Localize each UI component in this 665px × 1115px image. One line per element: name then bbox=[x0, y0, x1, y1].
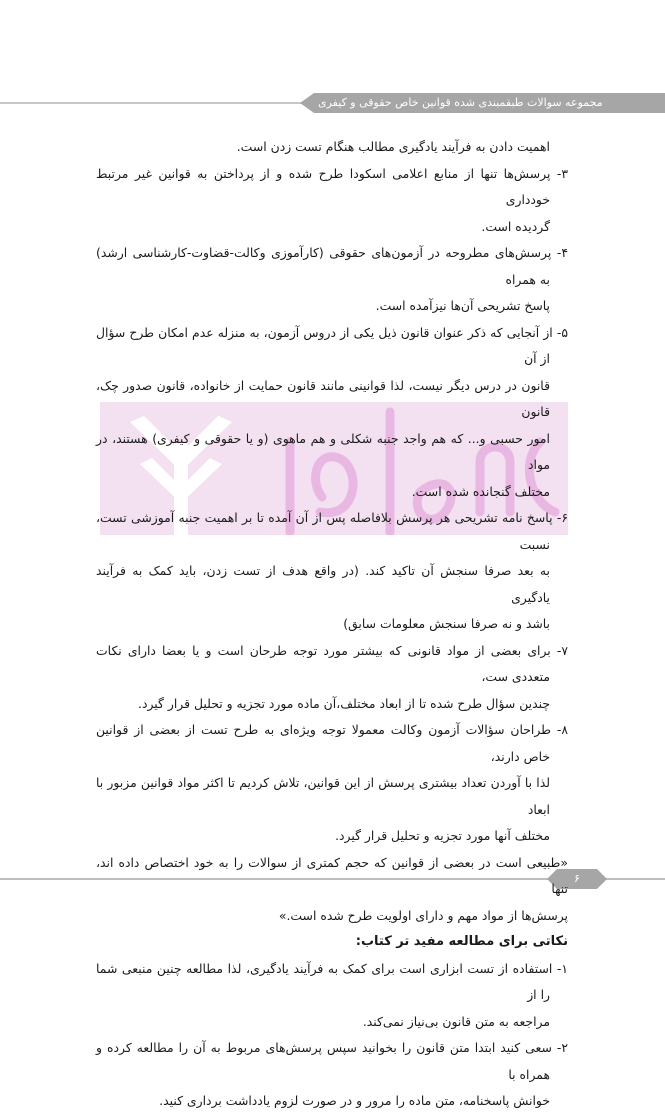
page-body bbox=[96, 134, 568, 1115]
tip-item-1: ۱- استفاده از تست ابزاری است برای کمک به فرآیند یادگیری، لذا مطالعه چنین منبعی شما را از bbox=[96, 960, 568, 1002]
header-rule bbox=[0, 102, 310, 104]
running-title: مجموعه سوالات طبقمبندی شده قوانین خاص حقوقی و کیفری bbox=[318, 96, 603, 109]
list-item-4: ۴- پرسش‌های مطروحه در آزمون‌های حقوقی (کارآموزی وکالت-قضاوت-کارشناسی ارشد) به همراه bbox=[96, 245, 568, 287]
text-line: خوانش پاسخنامه، متن ماده را مرور و در صورت لزوم یادداشت برداری کنید. bbox=[159, 1093, 550, 1108]
text-line: لذا با آوردن تعداد بیشتری پرسش از این قوانین، تلاش کردیم تا اکثر مواد قوانین مزبور با ابعاد bbox=[96, 775, 550, 817]
list-item-7: ۷- برای بعضی از مواد قانونی که بیشتر مورد توجه طرحان است و یا بعضا دارای نکات متعددی ست، bbox=[96, 642, 568, 684]
text-line: چندین سؤال طرح شده تا از ابعاد مختلف،آن ماده مورد تجزیه و تحلیل قرار گیرد. bbox=[138, 695, 550, 711]
text-line: گردیده است. bbox=[481, 218, 550, 234]
quote-line: پرسش‌ها از مواد مهم و دارای اولویت طرح شده است.» bbox=[278, 907, 568, 923]
list-item-5: ۵- از آنجایی که ذکر عنوان قانون ذیل یکی از دروس آزمون، به منزله عدم امکان طرح سؤال از آن bbox=[96, 324, 568, 366]
list-item-6: ۶- پاسخ نامه تشریحی هر پرسش بلافاصله پس از آن آمده تا بر اهمیت جنبه آموزشی تست، نسبت bbox=[96, 510, 568, 552]
text-line: اهمیت دادن به فرآیند یادگیری مطالب هنگام تست زدن است. bbox=[236, 139, 550, 154]
text-line: به بعد صرفا سنجش آن تاکید کند. (در واقع هدف از تست زدن، باید کمک به فرآیند یادگیری bbox=[96, 563, 550, 605]
text-line: قانون در درس دیگر نیست، لذا قوانینی مانند قانون حمایت از خانواده، قانون صدور چک، قانون bbox=[96, 377, 550, 419]
tip-item-2: ۲- سعی کنید ابتدا متن قانون را بخوانید سپس پرسش‌های مربوط به آن را مطالعه کرده و همراه با bbox=[96, 1040, 568, 1082]
text-line: مختلف گنجانده شده است. bbox=[411, 483, 550, 499]
section-heading: نکاتی برای مطالعه مفید تر کتاب: bbox=[355, 934, 568, 949]
list-item-8: ۸- طراحان سؤالات آزمون وکالت معمولا توجه ویژه‌ای به طرح تست از بعضی از قوانین خاص دارند، bbox=[96, 722, 568, 764]
list-item-3: ۳- پرسش‌ها تنها از منابع اعلامی اسکودا طرح شده و از پرداختن به قوانین غیر مرتبط خودداری bbox=[96, 165, 568, 207]
text-line: باشد و نه صرفا سنجش معلومات سابق) bbox=[343, 616, 550, 631]
text-line: مختلف آنها مورد تجزیه و تحلیل قرار گیرد. bbox=[335, 828, 550, 843]
text-line: پاسخ تشریحی آن‌ها نیزآمده است. bbox=[375, 298, 550, 313]
page-number: ۶ bbox=[574, 872, 580, 885]
quote-line: «طبیعی است در بعضی از قوانین که حجم کمتری از سوالات را به خود اختصاص داده اند، تنها bbox=[96, 854, 568, 896]
text-line: مراجعه به متن قانون بی‌نیاز نمی‌کند. bbox=[362, 1013, 550, 1029]
text-line: امور حسبی و... که هم واجد جنبه شکلی و هم ماهوی (و یا حقوقی و کیفری) هستند، در مواد bbox=[96, 430, 550, 472]
